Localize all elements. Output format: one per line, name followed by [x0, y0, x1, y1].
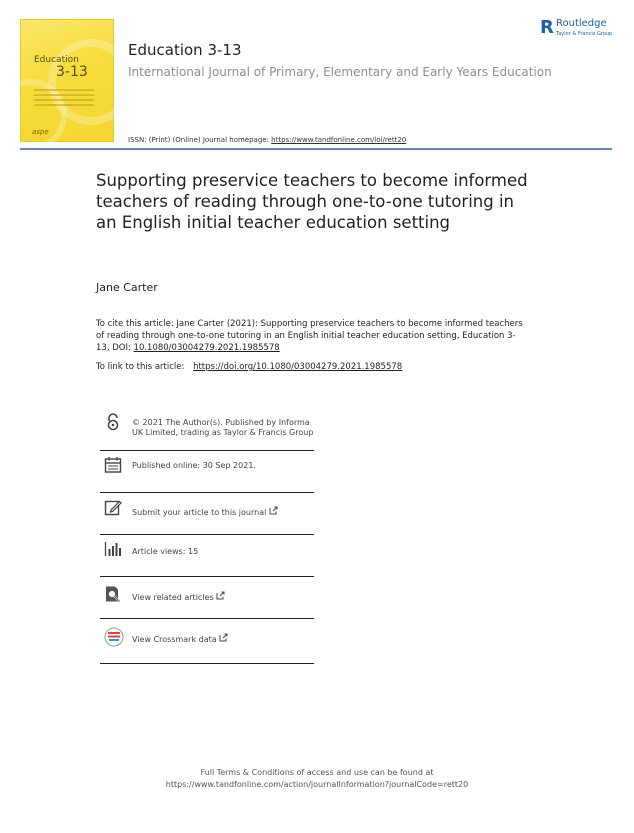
routledge-logo: [540, 18, 620, 40]
citation-label: To cite this article:: [96, 319, 177, 329]
search-document-icon: [104, 585, 122, 603]
footer-terms-text: Full Terms & Conditions of access and use can be found at: [200, 768, 434, 777]
article-title: Supporting preservice teachers to become informed teachers of reading through one-to-one tutoring in an English initial teacher education setting: [96, 171, 528, 232]
issn-label: ISSN: (Print) (Online) Journal homepage:: [128, 136, 272, 144]
article-author: Jane Carter: [96, 281, 158, 294]
journal-cover-image: [20, 19, 114, 142]
edit-icon: [104, 499, 122, 517]
crossmark-link[interactable]: [132, 633, 228, 645]
published-date: Published online: 30 Sep 2021.: [132, 461, 256, 470]
publisher-name: Routledge: [556, 18, 607, 29]
external-link-icon: [269, 506, 278, 515]
article-views: Article views: 15: [132, 547, 199, 556]
cover-publisher-mark: aspe: [32, 128, 49, 136]
calendar-icon: [104, 456, 122, 474]
row-divider: [100, 663, 314, 664]
journal-homepage-link[interactable]: https://www.tandfonline.com/loi/rett20: [271, 136, 407, 144]
cover-title: Education: [34, 55, 79, 65]
citation-doi-link[interactable]: 10.1080/03004279.2021.1985578: [133, 343, 280, 353]
cover-volume: 3-13: [56, 64, 88, 80]
submit-article-label: Submit your article to this journal: [132, 508, 267, 517]
license-text: © 2021 The Author(s). Published by Informa UK Limited, trading as Taylor & Francis Group: [132, 418, 314, 437]
submit-row[interactable]: [100, 493, 314, 535]
journal-title: Education 3-13: [128, 41, 242, 59]
related-articles-link[interactable]: [132, 591, 225, 603]
views-row: [100, 535, 314, 577]
crossmark-row[interactable]: [100, 619, 314, 663]
related-articles-label: View related articles: [132, 593, 214, 602]
issn-line: [128, 136, 406, 144]
journal-subtitle: International Journal of Primary, Elementary and Early Years Education: [128, 65, 552, 79]
submit-article-link[interactable]: [132, 506, 278, 518]
bar-chart-icon: [104, 540, 122, 558]
citation-block: [96, 318, 526, 354]
license-row: [100, 409, 314, 449]
external-link-icon: [219, 633, 228, 642]
routledge-logo-icon: R: [540, 17, 554, 38]
external-link-icon: [216, 591, 225, 600]
crossmark-label: View Crossmark data: [132, 635, 217, 644]
article-doi-link[interactable]: https://doi.org/10.1080/03004279.2021.1985578: [193, 362, 403, 372]
article-link-line: [96, 362, 402, 372]
published-row: [100, 451, 314, 493]
related-row[interactable]: [100, 577, 314, 619]
publisher-group: Taylor & Francis Group: [556, 31, 613, 37]
crossmark-icon: [104, 627, 124, 647]
footer-terms-link[interactable]: https://www.tandfonline.com/action/journalInformation?journalCode=rett20: [165, 780, 469, 789]
citation-text: Jane Carter (2021): Supporting preservice teachers to become informed teachers of reading through one-to-one tutoring in an English initial teacher education setting, Education 3-13, DOI:: [96, 319, 523, 353]
open-access-icon: [104, 413, 122, 431]
header-divider: [20, 148, 612, 150]
cover-text-lines: [34, 89, 94, 109]
article-link-label: To link to this article:: [96, 362, 188, 372]
